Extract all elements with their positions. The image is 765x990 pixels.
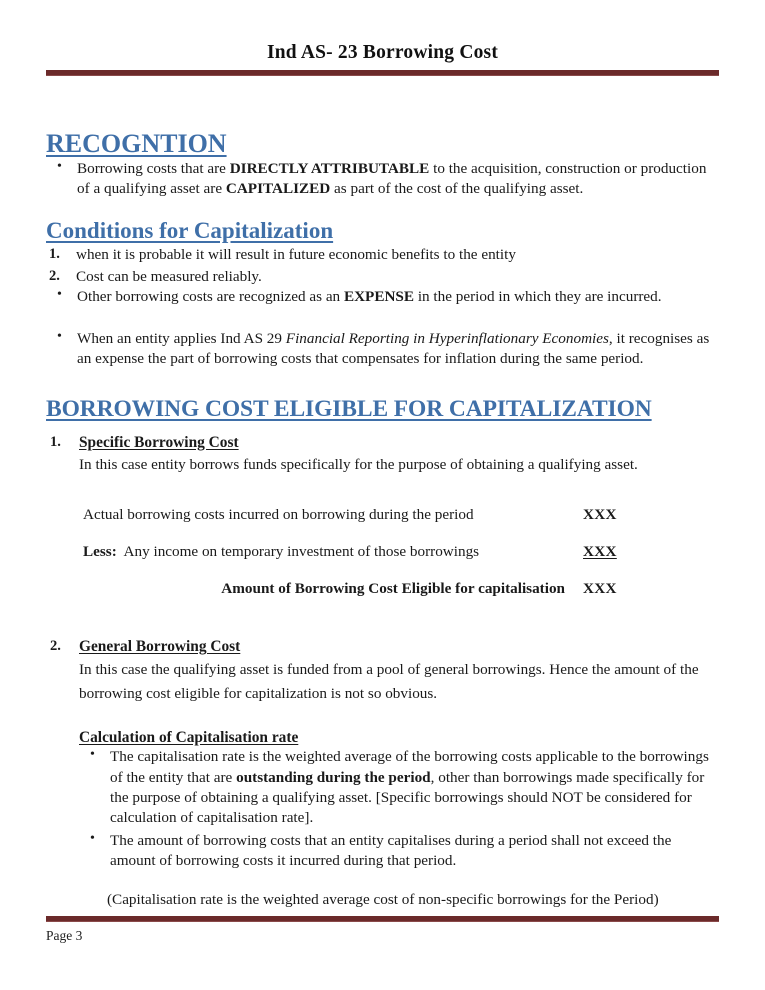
calc-amount: XXX <box>583 543 617 561</box>
conditions-numbered-list <box>46 244 719 287</box>
section-number: 1. <box>50 433 61 450</box>
section-heading: General Borrowing Cost <box>79 638 241 656</box>
list-item <box>46 244 719 265</box>
calc-label-text: Any income on temporary investment of those borrowings <box>123 543 480 561</box>
caprate-bullet-text-2: The amount of borrowing costs that an entity capitalises during a period shall not exceed the amount of borrowing costs it incurred during that period. <box>110 832 672 870</box>
calc-amount: XXX <box>583 506 617 524</box>
borrowing-cost-calculation <box>46 506 719 598</box>
expense-bullet-text: Other borrowing costs are recognized as an EXPENSE in the period in which they are incurred. <box>77 287 662 305</box>
table-row <box>83 543 719 561</box>
recognition-bullet-list <box>46 159 719 199</box>
section-number: 2. <box>50 638 61 655</box>
list-item <box>46 159 719 199</box>
condition-item-2: Cost can be measured reliably. <box>76 267 262 285</box>
calc-label-prefix: Less: <box>83 543 117 561</box>
document-header <box>46 0 719 76</box>
heading-recognition: RECOGNTION <box>46 129 227 158</box>
conditions-bullet-list <box>46 287 719 370</box>
calc-label <box>83 543 583 561</box>
heading-eligible-for-capitalization: BORROWING COST ELIGIBLE FOR CAPITALIZATION <box>46 396 652 423</box>
list-item <box>79 747 719 828</box>
list-item <box>79 831 719 871</box>
condition-item-1: when it is probable it will result in future economic benefits to the entity <box>76 246 516 264</box>
calc-amount-total: XXX <box>583 580 617 598</box>
capitalisation-rate-bullet-list <box>79 747 719 871</box>
page-number: Page 3 <box>46 928 83 943</box>
calc-label: Actual borrowing costs incurred on borrowing during the period <box>83 506 474 524</box>
list-item <box>46 329 719 369</box>
table-row <box>83 580 719 598</box>
calc-label-total: Amount of Borrowing Cost Eligible for capitalisation <box>221 580 565 598</box>
capitalisation-rate-block <box>46 729 719 908</box>
section-general-borrowing-cost <box>46 638 719 705</box>
section-body: In this case the qualifying asset is funded from a pool of general borrowings. Hence the amount of the borrowing cost eligible for capitalization is not so obvious. <box>79 661 699 702</box>
page-title: Ind AS- 23 Borrowing Cost <box>266 42 499 63</box>
recognition-bullet-text: Borrowing costs that are DIRECTLY ATTRIBUTABLE to the acquisition, construction or production of a qualifying asset are CAPITALIZED as part of the cost of the qualifying asset. <box>77 160 707 198</box>
table-row <box>83 506 719 524</box>
list-item <box>46 266 719 287</box>
section-heading: Specific Borrowing Cost <box>79 433 239 451</box>
capitalisation-rate-note: (Capitalisation rate is the weighted average cost of non-specific borrowings for the Period) <box>107 890 659 908</box>
hyperinflation-bullet-text: When an entity applies Ind AS 29 Financial Reporting in Hyperinflationary Economies, it recognises as an expense the part of borrowing costs that compensates for inflation during the same period. <box>77 330 710 368</box>
list-item <box>46 287 719 307</box>
document-footer <box>46 916 719 944</box>
section-specific-borrowing-cost <box>46 434 719 476</box>
caprate-bullet-text-1: The capitalisation rate is the weighted average of the borrowing costs applicable to the borrowings of the entity that are outstanding during the period, other than borrowings made specifically for the purpose of obtaining a qualifying asset. [Specific borrowings should NOT be considered for calculation of capitalisation rate]. <box>110 748 709 826</box>
capitalisation-rate-heading: Calculation of Capitalisation rate <box>79 729 299 747</box>
section-body: In this case entity borrows funds specifically for the purpose of obtaining a qualifying asset. <box>79 455 638 473</box>
heading-conditions: Conditions for Capitalization <box>46 217 334 243</box>
